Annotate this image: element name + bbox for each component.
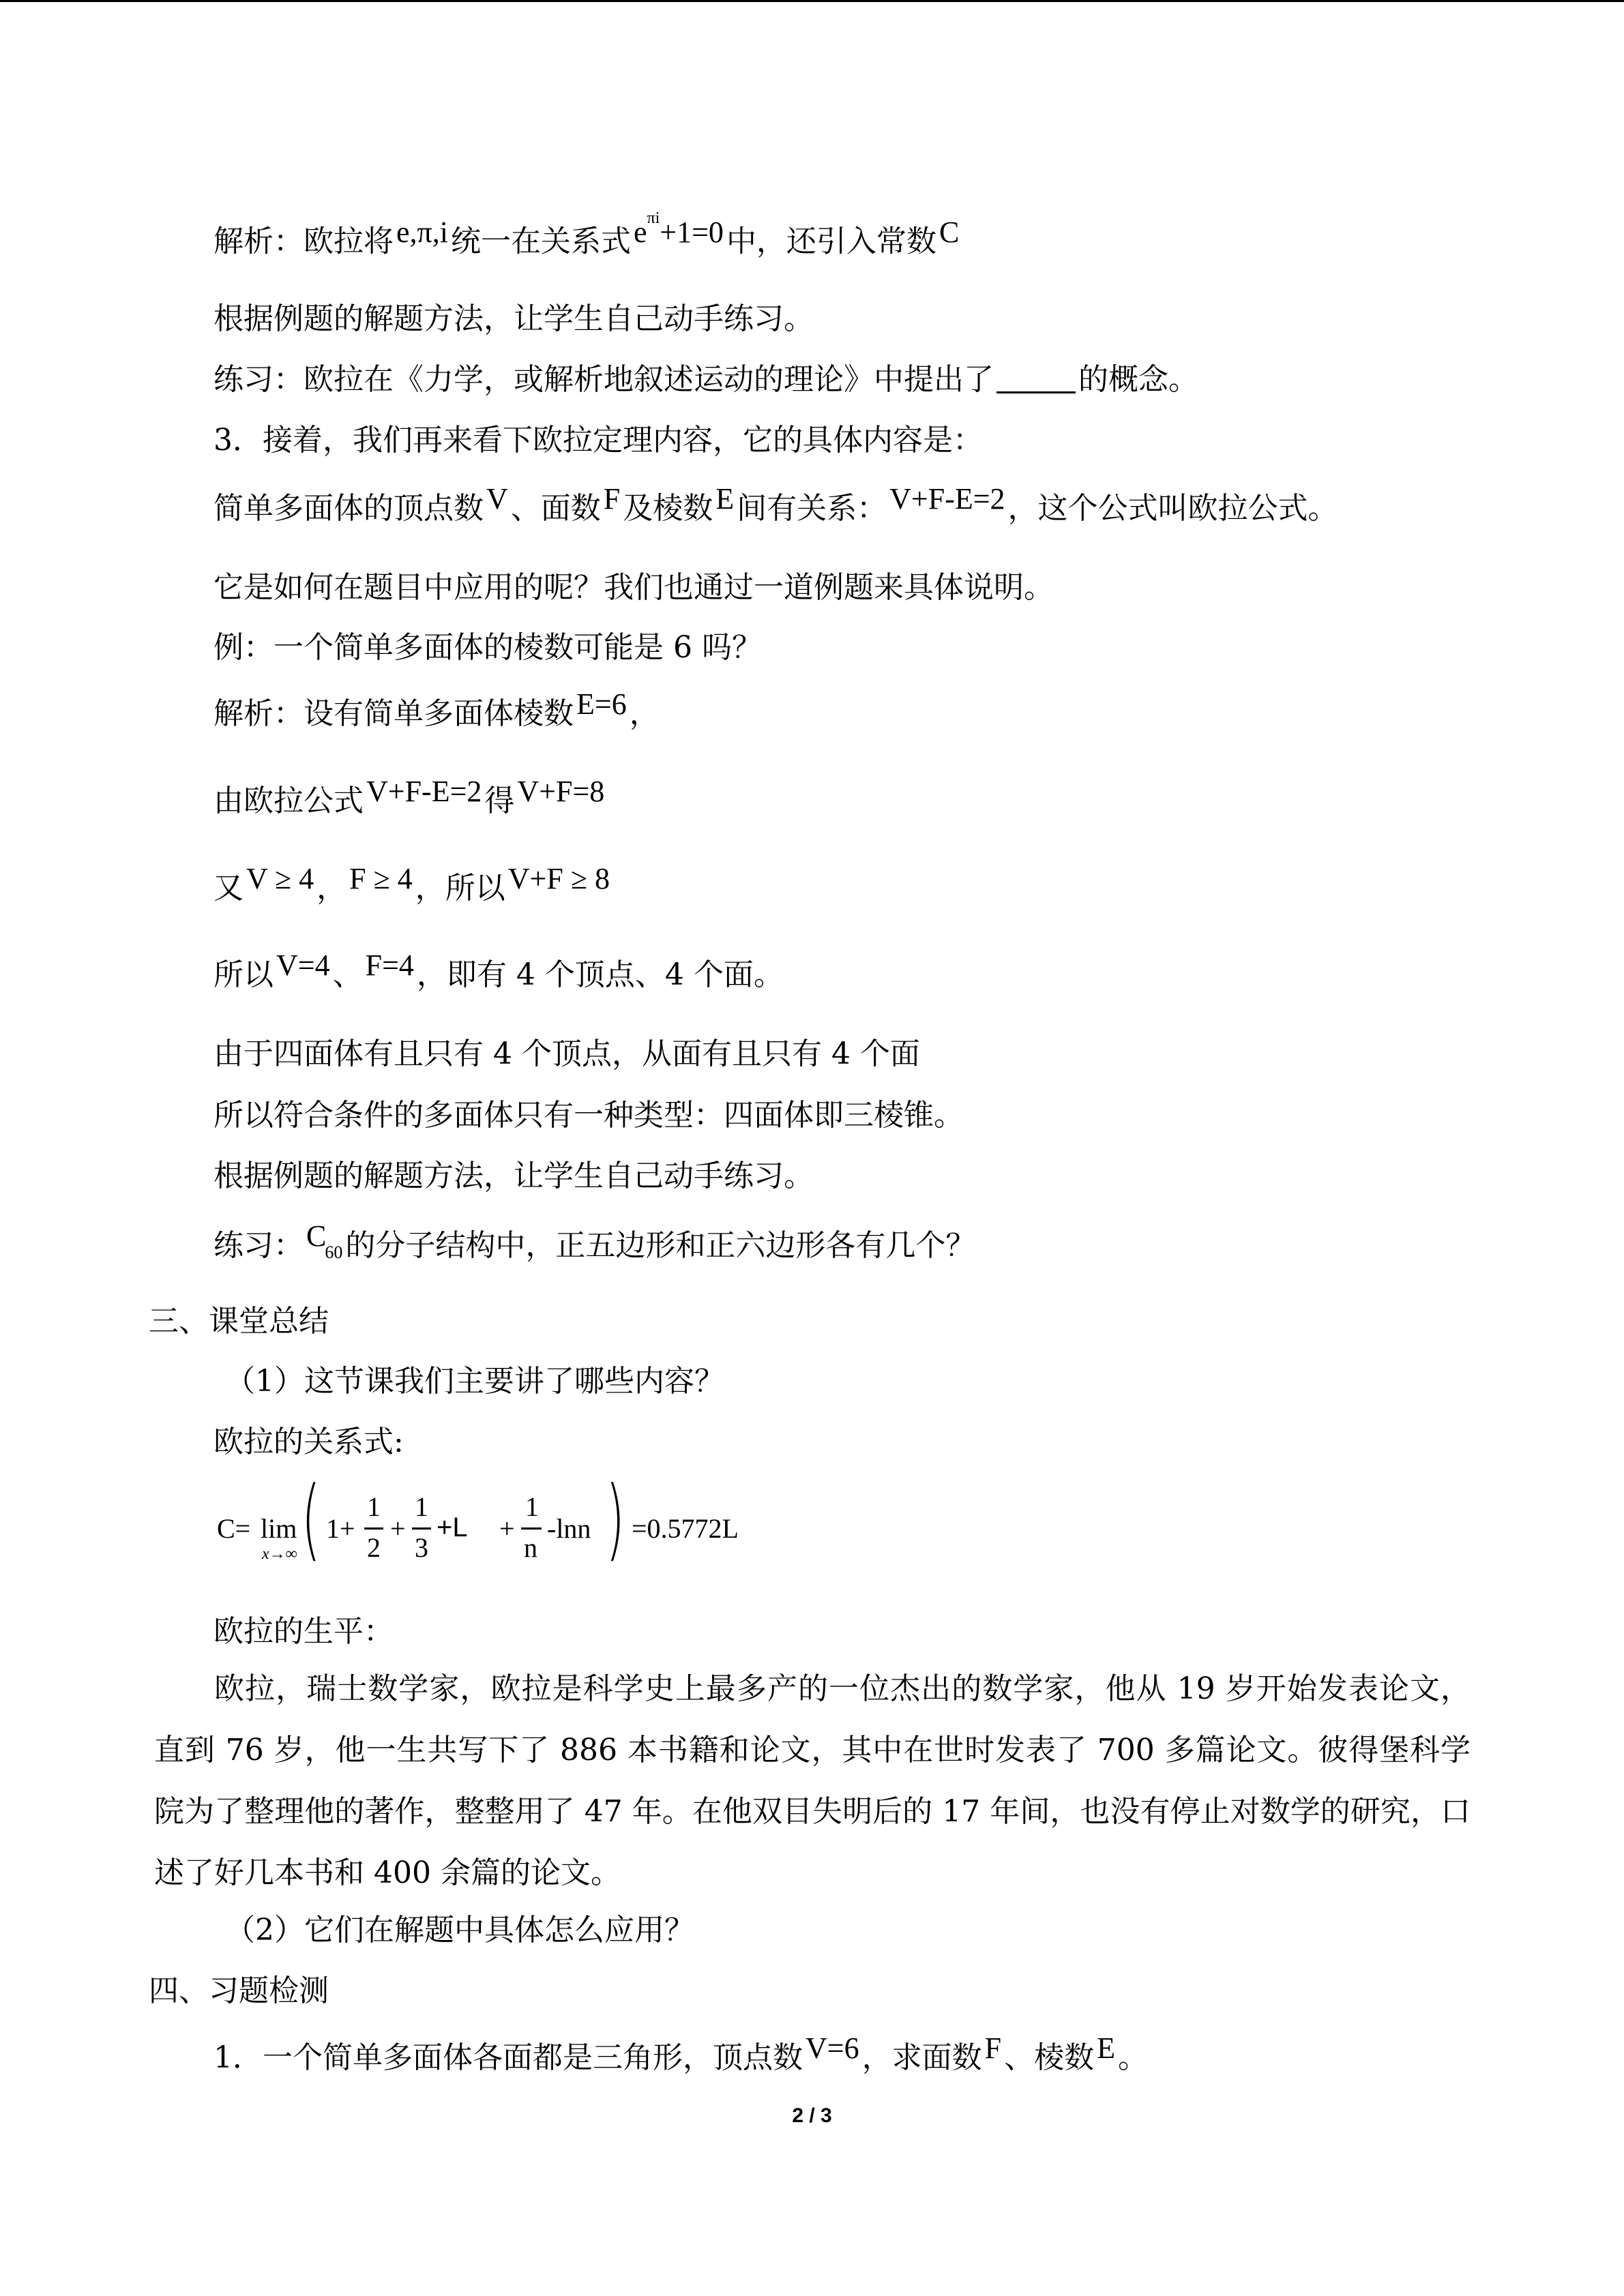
solution-conclusion: 所以符合条件的多面体只有一种类型：四面体即三棱锥。 <box>213 1098 964 1133</box>
practice-1: 练习：欧拉在《力学，或解析地叙述运动的理论》中提出了 的概念。 <box>213 362 1198 397</box>
solution-step-1: 解析：设有简单多面体棱数E=6， <box>213 687 660 731</box>
solution-step-2: 由欧拉公式V+F-E=2得V+F=8 <box>213 775 605 818</box>
exercise-1: 1．一个简单多面体各面都是三角形，顶点数V=6，求面数F、棱数E。 <box>213 2031 1148 2075</box>
application-intro: 它是如何在题目中应用的呢？我们也通过一道例题来具体说明。 <box>213 570 1054 605</box>
answer-blank <box>996 364 1076 393</box>
example: 例：一个简单多面体的棱数可能是 6 吗？ <box>213 630 762 665</box>
section-heading-exercises: 四、习题检测 <box>149 1973 329 2008</box>
solution-step-4: 所以V=4、F=4，即有 4 个顶点、4 个面。 <box>213 949 784 992</box>
practice-2: 练习：$C_{60}$的分子结构中，正五边形和正六边形各有几个？ <box>213 1219 976 1263</box>
page-number: 2 / 3 <box>792 2104 832 2127</box>
euler-constant-formula: C= lim x→∞ ( 1+ 1 2 + 1 3 +L + 1 n -lnn ) =0.5772L <box>217 1467 739 1570</box>
euler-theorem-intro: 3．接着，我们再来看下欧拉定理内容，它的具体内容是： <box>213 423 983 458</box>
biography-label: 欧拉的生平： <box>213 1614 394 1649</box>
practice-instruction-1: 根据例题的解题方法，让学生自己动手练习。 <box>213 301 814 336</box>
analysis-line-1: 解析：欧拉将e,π,i统一在关系式$e^{\pi i}+1=0$中，还引入常数C <box>213 209 960 259</box>
biography-paragraph: 欧拉，瑞士数学家，欧拉是科学史上最多产的一位杰出的数学家，他从 19 岁开始发表论文，直到 76 岁，他一生共写下了 886 本书籍和论文，其中在世时发表了 700 多篇论文。彼得堡科学院为了整理他的著作，整整用了 47 年。在他双目失明后的 17 年间，也没有停止对数学的研究，口述了好几本书和 400 余篇的论文。 <box>154 1671 1471 1890</box>
euler-relation-label: 欧拉的关系式: <box>213 1425 404 1459</box>
top-border <box>0 0 1624 2</box>
section-heading-summary: 三、课堂总结 <box>149 1304 329 1339</box>
practice-instruction-2: 根据例题的解题方法，让学生自己动手练习。 <box>213 1159 814 1193</box>
solution-step-5: 由于四面体有且只有 4 个顶点，从面有且只有 4 个面 <box>213 1037 920 1071</box>
solution-step-3: 又V ≥ 4，F ≥ 4，所以V+F ≥ 8 <box>213 862 610 906</box>
euler-formula-line: 简单多面体的顶点数V、面数F及棱数E间有关系：V+F-E=2，这个公式叫欧拉公式。 <box>213 482 1338 526</box>
summary-question-1: （1）这节课我们主要讲了哪些内容？ <box>225 1364 724 1399</box>
summary-question-2: （2）它们在解题中具体怎么应用？ <box>225 1913 694 1948</box>
